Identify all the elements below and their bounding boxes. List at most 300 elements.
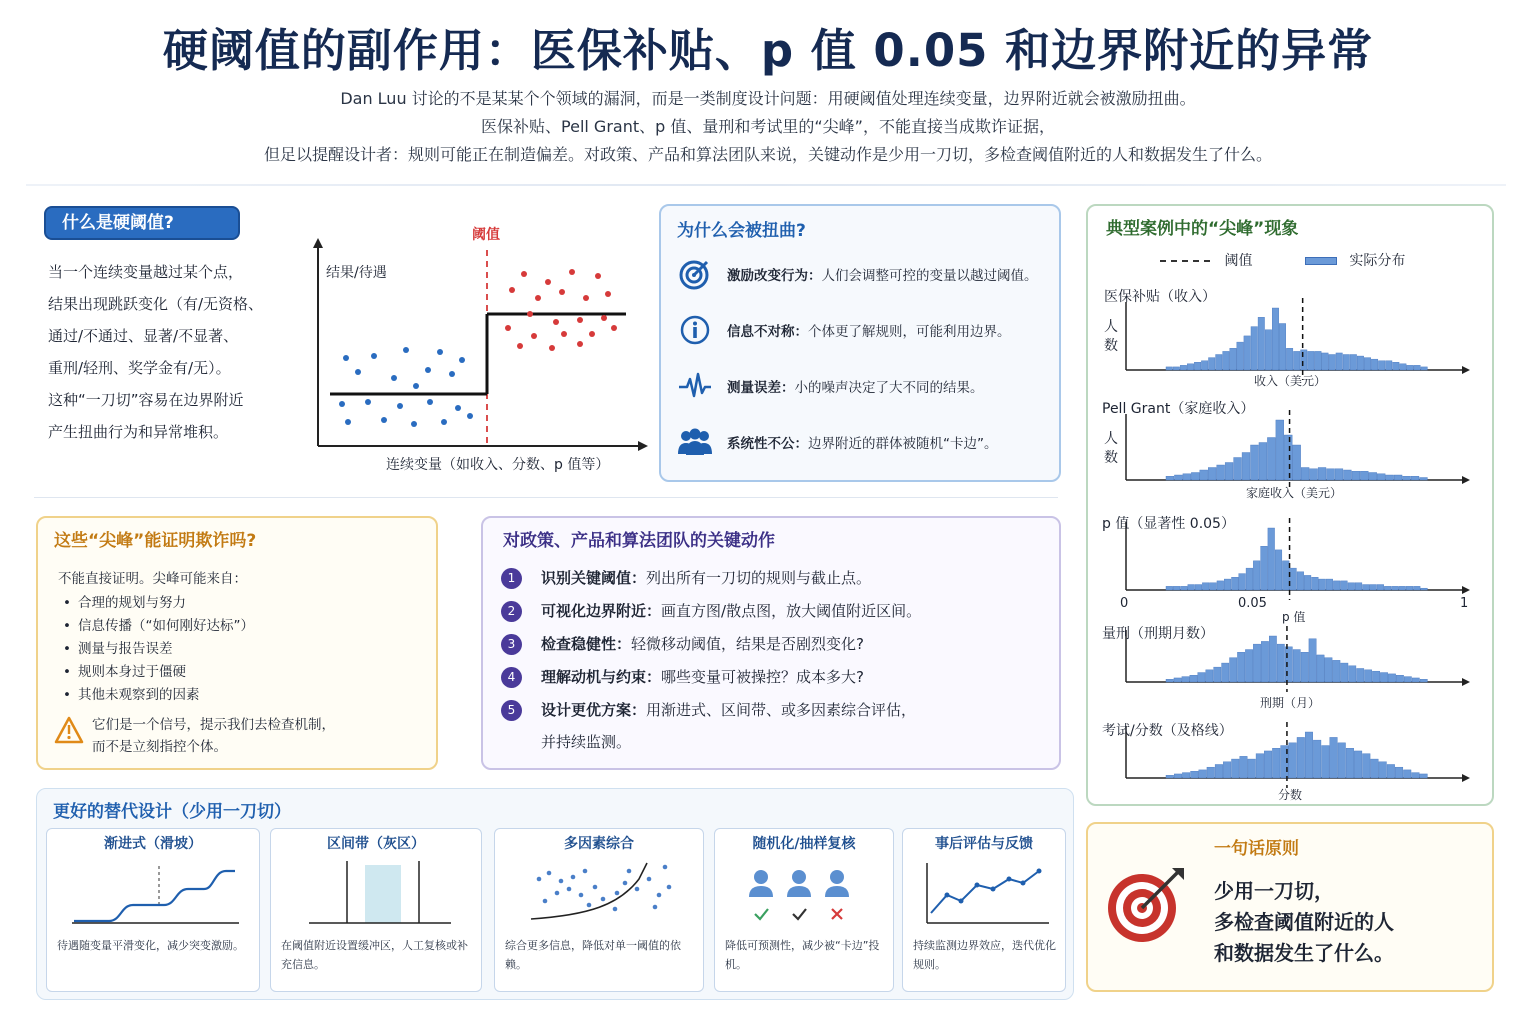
case-4-bar: [1349, 666, 1356, 682]
spikes-item-3: • 测量与报告误差: [58, 638, 254, 661]
case-5-bar: [1166, 775, 1174, 778]
spikes-intro: 不能直接证明。尖峰可能来自：: [58, 571, 247, 587]
case-1-bar: [1315, 351, 1321, 370]
case-1-bar: [1336, 353, 1342, 370]
case-4-bar: [1309, 639, 1316, 682]
alternatives-title: 更好的替代设计（少用一刀切）: [53, 802, 291, 822]
case-1-x-arrow: [1462, 366, 1470, 374]
case-3-bar: [1173, 586, 1180, 590]
spikes-list: [58, 568, 254, 707]
jump-dot-below: [459, 357, 465, 363]
action-1-head: 识别关键阈值：: [541, 569, 647, 587]
case-5-bar: [1297, 737, 1305, 778]
threshold-jump-chart: [302, 216, 652, 476]
action-1-number: 1: [501, 568, 522, 589]
multi-dot: [623, 881, 628, 886]
case-2-bar: [1208, 468, 1216, 481]
gradual-slope-icon: [69, 861, 249, 931]
case-2-bar: [1335, 469, 1343, 480]
spikes-item-4: • 规则本身过于僵硬: [58, 661, 254, 684]
case-3-bar: [1210, 583, 1217, 590]
case-1-bar: [1386, 361, 1392, 370]
multi-dot: [615, 891, 620, 896]
action-5: [501, 694, 916, 758]
trend-line-icon: [923, 861, 1053, 927]
case-3-bar: [1166, 586, 1173, 590]
case-2-bar: [1420, 478, 1428, 481]
why-text-1: 人们会调整可控的变量以越过阈值。: [821, 268, 1038, 284]
case-4-bar: [1230, 658, 1237, 682]
case-4-bar: [1404, 677, 1411, 682]
case-3-bar: [1392, 586, 1399, 590]
why-item-incentive: [677, 254, 1057, 294]
case-3-bar: [1282, 561, 1289, 590]
multi-dot: [567, 887, 572, 892]
case-3-bar: [1202, 583, 1209, 590]
info-icon: [677, 312, 713, 348]
why-text-2: 个体更了解规则，可能利用边界。: [808, 324, 1011, 340]
case-3-bar: [1413, 586, 1420, 590]
case-3-x-arrow: [1462, 586, 1470, 594]
multi-dot: [559, 879, 564, 884]
case-5-x-arrow: [1462, 774, 1470, 782]
case-3-bar: [1326, 579, 1333, 590]
what-line-1: 当一个连续变量越过某个点，: [48, 263, 244, 281]
case-3-bar: [1261, 546, 1268, 590]
case-1-bar: [1258, 317, 1264, 370]
jump-dot-below: [467, 413, 473, 419]
case-4-bar: [1253, 644, 1260, 682]
case-4-bar: [1412, 678, 1419, 682]
multi-dot: [613, 907, 618, 912]
case-3-bar: [1363, 585, 1370, 590]
jump-y-arrow: [313, 238, 323, 248]
case-2-bar: [1259, 443, 1267, 481]
case-5-bar: [1182, 773, 1190, 778]
case-4-bar: [1277, 644, 1284, 682]
action-1-text: 列出所有一刀切的规则与截止点。: [646, 569, 872, 587]
multi-dot: [543, 899, 548, 904]
case-2-bar: [1166, 476, 1174, 480]
case-1-bar: [1414, 365, 1420, 370]
case-3-bar: [1297, 572, 1304, 590]
header-divider: [26, 184, 1506, 186]
case-4-bar: [1214, 667, 1221, 682]
actions-panel: [481, 516, 1061, 770]
legend-dist-label: 实际分布: [1349, 253, 1406, 269]
case-3-bar: [1268, 528, 1275, 590]
why-head-3: 测量误差：: [727, 380, 795, 396]
jump-dot-below: [397, 403, 403, 409]
why-item-info: [677, 310, 1057, 350]
case-1-bar: [1421, 367, 1427, 370]
multi-factor-scatter-icon: [529, 859, 679, 929]
case-2-bar: [1318, 468, 1326, 481]
case-5-bar: [1363, 754, 1371, 778]
alt-card-feedback: [902, 828, 1066, 992]
case-1-xlabel: 收入（美元）: [1254, 374, 1327, 388]
case-3-bar: [1333, 581, 1340, 590]
jump-dot-below: [355, 369, 361, 375]
case-4-bar: [1396, 675, 1403, 682]
alt-card-band: [270, 828, 482, 992]
case-5-bar: [1264, 751, 1272, 778]
case-5-bar: [1232, 759, 1240, 778]
case-1-bar: [1393, 362, 1399, 370]
jump-dot-below: [339, 401, 345, 407]
case-5-bar: [1199, 770, 1207, 778]
why-title: 为什么会被扭曲?: [677, 221, 806, 241]
case-4-bar: [1388, 674, 1395, 682]
action-2-text: 画直方图/散点图，放大阈值附近区间。: [661, 602, 922, 620]
case-3-bar: [1217, 581, 1224, 590]
spikes-note: [92, 714, 335, 758]
case-1-bar: [1201, 361, 1207, 370]
multi-dot: [579, 893, 584, 898]
case-3-bar: [1406, 586, 1413, 590]
case-4-bar: [1380, 673, 1387, 682]
bullseye-icon: [1106, 864, 1188, 950]
case-4-bar: [1341, 663, 1348, 682]
case-4-bar: [1333, 660, 1340, 682]
case-1-bar: [1230, 348, 1236, 370]
multi-dot: [647, 877, 652, 882]
jump-dot-above: [595, 273, 601, 279]
case-3-bar: [1370, 585, 1377, 590]
action-5-head: 设计更优方案：: [541, 701, 647, 719]
case-5-bar: [1338, 743, 1346, 778]
case-5-bar: [1371, 759, 1379, 778]
action-2-head: 可视化边界附近：: [541, 602, 662, 620]
case-3-bar: [1232, 577, 1239, 590]
principle-panel: [1086, 822, 1494, 992]
jump-dot-above: [535, 295, 541, 301]
what-line-3: 通过/不通过、显著/不显著、: [48, 327, 239, 345]
multi-dot: [583, 869, 588, 874]
action-4-number: 4: [501, 667, 522, 688]
multi-dot: [587, 903, 592, 908]
what-line-6: 产生扭曲行为和异常堆积。: [48, 423, 229, 441]
case-3-bar: [1399, 586, 1406, 590]
mid-divider: [34, 497, 1058, 498]
case-5-bar: [1240, 756, 1248, 778]
case-4-bar: [1245, 650, 1252, 682]
case-1-bar: [1223, 351, 1229, 370]
case-5-bar: [1313, 740, 1321, 778]
case-4-bar: [1206, 670, 1213, 682]
jump-dot-above: [527, 311, 533, 317]
case-1-bar: [1371, 359, 1377, 370]
case-2-bar: [1191, 473, 1199, 481]
jump-dot-above: [605, 291, 611, 297]
action-5-text-2: 并持续监测。: [541, 733, 632, 751]
multi-dot: [653, 905, 658, 910]
case-2-bar: [1386, 475, 1394, 480]
jump-dot-above: [505, 325, 511, 331]
case-5-bar: [1223, 762, 1231, 778]
principle-title: 一句话原则: [1214, 839, 1299, 859]
case-2-bar: [1360, 471, 1368, 480]
case-4-x-arrow: [1462, 678, 1470, 686]
jump-dot-above: [531, 333, 537, 339]
jump-dot-above: [577, 317, 583, 323]
cases-title: 典型案例中的“尖峰”现象: [1106, 219, 1299, 239]
multi-dot: [593, 885, 598, 890]
spikes-title: 这些“尖峰”能证明欺诈吗?: [54, 531, 257, 551]
jump-dot-above: [577, 341, 583, 347]
case-1-bar: [1216, 355, 1222, 371]
case-4-label: 量刑（刑期月数）: [1102, 626, 1214, 642]
case-1-bar: [1237, 342, 1243, 370]
why-head-4: 系统性不公：: [727, 436, 808, 452]
action-3: [501, 628, 864, 660]
cases-panel: [1086, 204, 1494, 806]
case-5-bar: [1215, 764, 1223, 778]
case-1-bar: [1272, 308, 1278, 370]
chart-x-label: 连续变量（如收入、分数、p 值等）: [386, 457, 610, 473]
multi-dot: [635, 887, 640, 892]
jump-dot-below: [413, 383, 419, 389]
action-5-number: 5: [501, 700, 522, 721]
case-5-bar: [1322, 746, 1330, 778]
case-5-bar: [1403, 770, 1411, 778]
case-3-bar: [1275, 550, 1282, 590]
case-3-bar: [1421, 588, 1428, 590]
gray-band-icon: [305, 859, 455, 929]
case-3-bar: [1319, 579, 1326, 590]
case-1-bar: [1180, 365, 1186, 370]
case-4-bar: [1174, 678, 1181, 682]
actions-title: 对政策、产品和算法团队的关键动作: [503, 531, 775, 551]
alt-card-5-title: 事后评估与反馈: [935, 836, 1033, 852]
why-item-unfair: [677, 422, 1057, 462]
jump-dot-below: [441, 419, 447, 425]
case-3-bar: [1224, 579, 1231, 590]
jump-dot-above: [601, 315, 607, 321]
case-2-bar: [1310, 469, 1318, 480]
spikes-item-2: • 信息传播（“如何刚好达标”）: [58, 615, 254, 638]
case-3-bar: [1377, 585, 1384, 590]
case-2-bar: [1293, 445, 1301, 480]
case-2-bar: [1242, 453, 1250, 481]
why-item-measure: [677, 366, 1057, 406]
page-title: 硬阈值的副作用：医保补贴、p 值 0.05 和边界附近的异常: [162, 24, 1374, 77]
jump-dot-above: [521, 271, 527, 277]
spikes-item-5: • 其他未观察到的因素: [58, 684, 254, 707]
action-3-head: 检查稳健性：: [541, 635, 632, 653]
alt-card-1-desc: 待遇随变量平滑变化，减少突变激励。: [57, 939, 244, 952]
case-5-bar: [1289, 743, 1297, 778]
case-2-bar: [1369, 473, 1377, 481]
what-line-5: 这种“一刀切”容易在边界附近: [48, 391, 244, 409]
case-3-label: p 值（显著性 0.05）: [1102, 516, 1235, 532]
jump-dot-below: [381, 417, 387, 423]
action-4: [501, 661, 864, 693]
why-head-1: 激励改变行为：: [727, 268, 822, 284]
jump-dot-below: [345, 419, 351, 425]
case-4-bar: [1166, 679, 1173, 682]
case-2-bar: [1352, 471, 1360, 480]
chart-threshold-label: 阈值: [472, 227, 500, 243]
alt-card-random: [714, 828, 894, 992]
case-4-bar: [1261, 641, 1268, 682]
case-5-bar: [1379, 762, 1387, 778]
jump-dot-below: [425, 367, 431, 373]
action-5-text: 用渐进式、区间带、或多因素综合评估，: [646, 701, 917, 719]
jump-dot-above: [509, 287, 515, 293]
case-2-bar: [1174, 475, 1182, 480]
case-2-bar: [1411, 476, 1419, 480]
jump-dot-above: [549, 345, 555, 351]
case-1-bar: [1301, 350, 1307, 370]
alt-card-2-desc: 在阈值附近设置缓冲区，人工复核或补充信息。: [281, 939, 468, 971]
multi-dot: [571, 875, 576, 880]
warning-icon: [54, 716, 84, 748]
case-3-tick-mid: 0.05: [1238, 596, 1267, 611]
case-1-bar: [1378, 361, 1384, 370]
alt-card-multi: [494, 828, 704, 992]
case-1-bar: [1208, 358, 1214, 370]
why-text-3: 小的噪声决定了大不同的结果。: [794, 380, 984, 396]
case-5-bar: [1191, 771, 1199, 778]
action-2: [501, 595, 921, 627]
jump-dot-below: [437, 349, 443, 355]
case-3-bar: [1181, 586, 1188, 590]
action-3-number: 3: [501, 634, 522, 655]
alt-card-2-title: 区间带（灰区）: [327, 836, 425, 852]
subtitle-line-1: Dan Luu 讨论的不是某某个个领域的漏洞，而是一类制度设计问题：用硬阈值处理连续变量，边界附近就会被激励扭曲。: [340, 89, 1196, 108]
case-4-bar: [1198, 673, 1205, 682]
case-2-bar: [1183, 474, 1191, 480]
case-2-bar: [1377, 474, 1385, 480]
case-1-bar: [1357, 356, 1363, 370]
why-panel: [659, 204, 1061, 482]
case-1-bar: [1293, 351, 1299, 370]
case-2-bar: [1284, 435, 1292, 480]
multi-dot: [663, 865, 668, 870]
case-3-bar: [1341, 581, 1348, 590]
case-3-bar: [1246, 568, 1253, 590]
case-1-bar: [1322, 353, 1328, 370]
multi-dot: [537, 877, 542, 882]
subtitle-line-2: 医保补贴、Pell Grant、p 值、量刑和考试里的“尖峰”，不能直接当成欺诈证据，: [481, 117, 1055, 136]
case-5-bar: [1305, 732, 1313, 778]
jump-dot-above: [553, 319, 559, 325]
case-2-x-arrow: [1462, 476, 1470, 484]
case-5-bar: [1207, 767, 1215, 778]
multi-dot: [667, 885, 672, 890]
jump-dot-above: [561, 331, 567, 337]
jump-x-arrow: [638, 441, 648, 451]
jump-dot-below: [449, 371, 455, 377]
why-head-2: 信息不对称：: [727, 324, 808, 340]
case-2-bar: [1251, 445, 1259, 480]
case-4-bar: [1269, 636, 1276, 682]
pulse-icon: [677, 368, 713, 404]
jump-dot-above: [583, 295, 589, 301]
case-2-bar: [1225, 463, 1233, 481]
case-1-bar: [1166, 367, 1172, 370]
case-2-bar: [1327, 469, 1335, 480]
case-3-bar: [1304, 575, 1311, 590]
action-1: [501, 562, 871, 594]
jump-dot-below: [365, 399, 371, 405]
case-1-bar: [1279, 324, 1285, 371]
principle-line-1: 少用一刀切，: [1214, 879, 1334, 903]
case-2-bar: [1301, 468, 1309, 481]
case-3-bar: [1348, 583, 1355, 590]
case-5-bar: [1248, 759, 1256, 778]
case-1-bar: [1364, 358, 1370, 370]
case-4-bar: [1301, 652, 1308, 682]
case-2-bar: [1267, 438, 1275, 481]
case-2-bar: [1343, 470, 1351, 480]
case-2-label: Pell Grant（家庭收入）: [1102, 401, 1255, 417]
spikes-item-1: • 合理的规划与努力: [58, 592, 254, 615]
action-2-number: 2: [501, 601, 522, 622]
case-1-bar: [1343, 355, 1349, 371]
case-5-bar: [1395, 767, 1403, 778]
jump-dot-above: [569, 269, 575, 275]
case-1-bar: [1251, 327, 1257, 370]
target-icon: [677, 256, 713, 292]
multi-dot: [627, 869, 632, 874]
case-2-bar: [1200, 470, 1208, 480]
what-line-4: 重刑/轻刑、奖学金有/无）。: [48, 359, 231, 377]
random-audit-people-icon: [743, 867, 873, 927]
case-3-tick-1: 1: [1460, 596, 1469, 611]
case-3-bar: [1195, 585, 1202, 590]
case-5-bar: [1256, 754, 1264, 778]
case-4-bar: [1420, 679, 1427, 682]
jump-dot-below: [411, 421, 417, 427]
legend-threshold-label: 阈值: [1224, 253, 1253, 269]
action-3-text: 轻微移动阈值，结果是否剧烈变化?: [631, 635, 864, 653]
case-4-bar: [1190, 675, 1197, 682]
case-2-ylabel: 人数: [1104, 431, 1118, 466]
jump-dot-below: [403, 347, 409, 353]
case-1-bar: [1187, 364, 1193, 370]
jump-dot-above: [545, 279, 551, 285]
case-1-bar: [1350, 355, 1356, 371]
spikes-note-1: 它们是一个信号，提示我们去检查机制，: [92, 717, 335, 733]
case-3-bar: [1239, 574, 1246, 590]
case-4-bar: [1372, 671, 1379, 682]
case-4-bar: [1237, 652, 1244, 682]
alt-card-gradual: [46, 828, 260, 992]
jump-dot-above: [517, 343, 523, 349]
case-2-bar: [1403, 476, 1411, 480]
case-4-bar: [1317, 655, 1324, 682]
case-5-bar: [1354, 751, 1362, 778]
case-3-bar: [1253, 561, 1260, 590]
case-1-bar: [1265, 330, 1271, 370]
case-1-bar: [1308, 351, 1314, 370]
jump-dot-above: [559, 289, 565, 295]
action-4-head: 理解动机与约束：: [541, 668, 662, 686]
subtitle-line-3: 但足以提醒设计者：规则可能正在制造偏差。对政策、产品和算法团队来说，关键动作是少用一刀切，多检查阈值附近的人和数据发生了什么。: [263, 145, 1272, 164]
jump-dot-below: [343, 355, 349, 361]
alt-card-1-title: 渐进式（滑坡）: [104, 836, 202, 852]
spikes-note-2: 而不是立刻指控个体。: [92, 739, 227, 755]
multi-dot: [547, 871, 552, 876]
case-2-bar: [1217, 465, 1225, 480]
case-5-bar: [1412, 773, 1420, 778]
jump-dot-below: [371, 353, 377, 359]
case-5-bar: [1346, 748, 1354, 778]
case-1-bar: [1286, 348, 1292, 370]
what-line-2: 结果出现跳跃变化（有/无资格、: [48, 295, 264, 313]
